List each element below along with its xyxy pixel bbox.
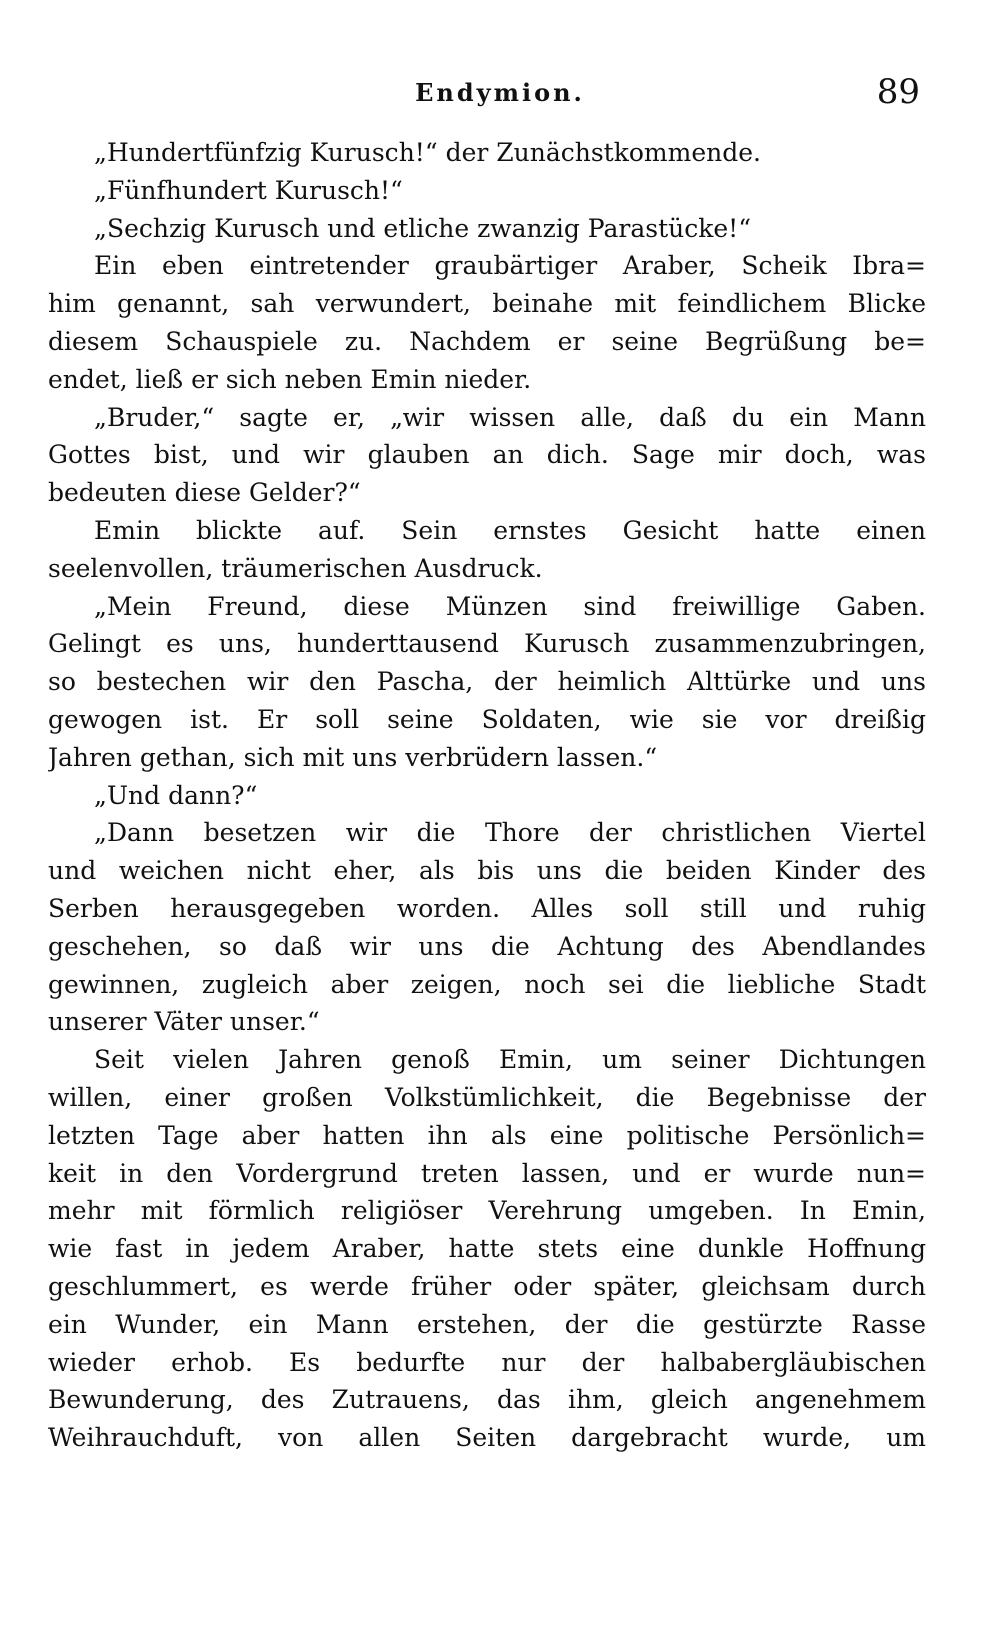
text-line: wieder erhob. Es bedurfte nur der halbabergläubischen: [48, 1347, 926, 1377]
text-line: mehr mit förmlich religiöser Verehrung umgeben. In Emin,: [48, 1196, 926, 1226]
text-line: „Mein Freund, diese Münzen sind freiwillige Gaben.: [94, 591, 926, 621]
text-line: geschehen, so daß wir uns die Achtung des Abendlandes: [48, 931, 926, 961]
page-header: [0, 72, 1000, 116]
text-line: „Hundertfünfzig Kurusch!“ der Zunächstkommende.: [94, 138, 761, 167]
text-line: keit in den Vordergrund treten lassen, und er wurde nun=: [48, 1158, 926, 1188]
text-line: Gottes bist, und wir glauben an dich. Sage mir doch, was: [48, 440, 926, 470]
text-line: Jahren gethan, sich mit uns verbrüdern lassen.“: [48, 742, 658, 772]
text-line: „Sechzig Kurusch und etliche zwanzig Parastücke!“: [94, 213, 751, 243]
text-line: seelenvollen, träumerischen Ausdruck.: [48, 553, 543, 583]
text-line: so bestechen wir den Pascha, der heimlich Alttürke und uns: [48, 667, 926, 697]
text-line: Ein eben eintretender graubärtiger Araber, Scheik Ibra=: [94, 251, 926, 281]
text-line: „Und dann?“: [94, 780, 258, 810]
text-line: ein Wunder, ein Mann erstehen, der die gestürzte Rasse: [48, 1309, 926, 1339]
body-text: [48, 134, 926, 1457]
text-line: letzten Tage aber hatten ihn als eine politische Persönlich=: [48, 1120, 926, 1150]
text-line: him genannt, sah verwundert, beinahe mit feindlichem Blicke: [48, 289, 926, 319]
text-line: „Fünfhundert Kurusch!“: [94, 175, 403, 205]
text-line: bedeuten diese Gelder?“: [48, 478, 361, 508]
running-head: Endymion.: [415, 78, 585, 107]
text-line: „Dann besetzen wir die Thore der christlichen Viertel: [94, 818, 926, 848]
text-line: willen, einer großen Volkstümlichkeit, die Begebnisse der: [48, 1082, 926, 1112]
page-number: 89: [876, 72, 920, 112]
text-line: Bewunderung, des Zutrauens, das ihm, gleich angenehmem: [48, 1385, 926, 1415]
text-line: und weichen nicht eher, als bis uns die beiden Kinder des: [48, 856, 926, 886]
text-line: Seit vielen Jahren genoß Emin, um seiner Dichtungen: [94, 1045, 926, 1075]
text-line: gewinnen, zugleich aber zeigen, noch sei die liebliche Stadt: [48, 969, 926, 999]
text-line: geschlummert, es werde früher oder später, gleichsam durch: [48, 1271, 926, 1301]
text-line: gewogen ist. Er soll seine Soldaten, wie sie vor dreißig: [48, 704, 926, 734]
text-line: Weihrauchduft, von allen Seiten dargebracht wurde, um: [48, 1423, 926, 1453]
text-line: endet, ließ er sich neben Emin nieder.: [48, 364, 532, 394]
text-line: Emin blickte auf. Sein ernstes Gesicht hatte einen: [94, 515, 926, 545]
text-line: „Bruder,“ sagte er, „wir wissen alle, daß du ein Mann: [94, 402, 926, 432]
text-line: unserer Väter unser.“: [48, 1007, 320, 1037]
text-line: wie fast in jedem Araber, hatte stets eine dunkle Hoffnung: [48, 1234, 926, 1264]
text-line: Gelingt es uns, hunderttausend Kurusch zusammenzubringen,: [48, 629, 926, 659]
text-line: Serben herausgegeben worden. Alles soll still und ruhig: [48, 893, 926, 923]
text-line: diesem Schauspiele zu. Nachdem er seine Begrüßung be=: [48, 326, 926, 356]
